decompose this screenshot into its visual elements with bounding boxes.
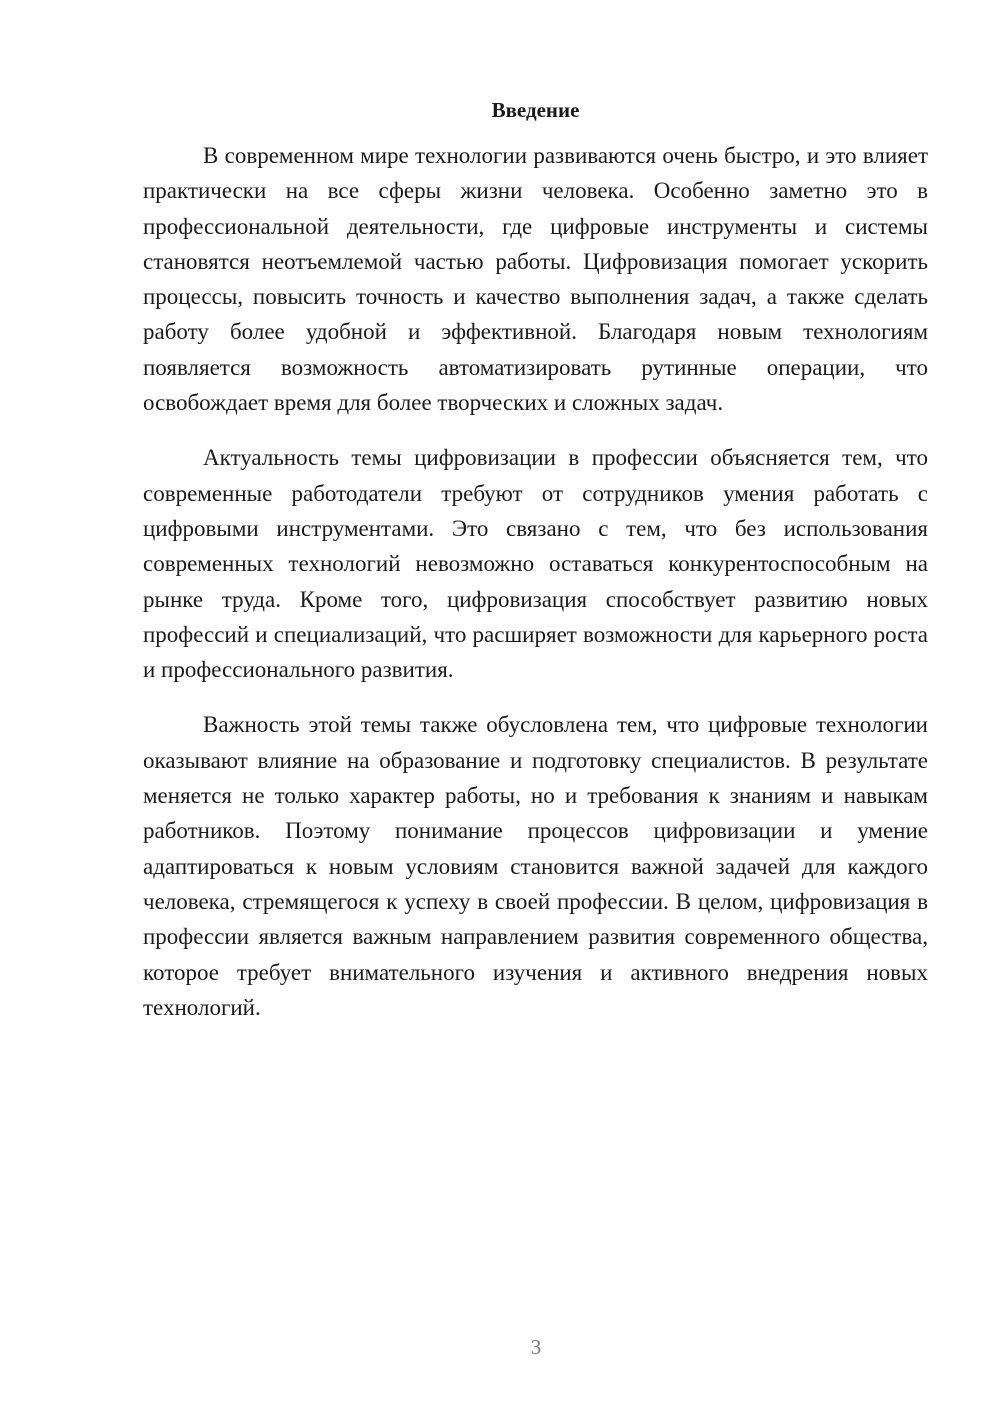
- section-heading: Введение: [491, 98, 580, 122]
- page-number: 3: [530, 1335, 542, 1359]
- page-content: [143, 92, 928, 1045]
- paragraph-2: Актуальность темы цифровизации в профессии объясняется тем, что современные работодатели требуют от сотрудников умения работать с цифровыми инструментами. Это связано с тем, что без использования современных технологий невозможно оставаться конкурентоспособным на рынке труда. Кроме того, цифровизация способствует развитию новых профессий и специализаций, что расширяет возможности для карьерного роста и профессионального развития.: [143, 445, 928, 683]
- paragraph-1: В современном мире технологии развиваются очень быстро, и это влияет практически на все сферы жизни человека. Особенно заметно это в профессиональной деятельности, где цифровые инструменты и системы становятся неотъемлемой частью работы. Цифровизация помогает ускорить процессы, повысить точность и качество выполнения задач, а также сделать работу более удобной и эффективной. Благодаря новым технологиям появляется возможность автоматизировать рутинные операции, что освобождает время для более творческих и сложных задач.: [143, 143, 928, 416]
- paragraph-3: Важность этой темы также обусловлена тем, что цифровые технологии оказывают влияние на образование и подготовку специалистов. В результате меняется не только характер работы, но и требования к знаниям и навыкам работников. Поэтому понимание процессов цифровизации и умение адаптироваться к новым условиям становится важной задачей для каждого человека, стремящегося к успеху в своей профессии. В целом, цифровизация в профессии является важным направлением развития современного общества, которое требует внимательного изучения и активного внедрения новых технологий.: [143, 712, 928, 1020]
